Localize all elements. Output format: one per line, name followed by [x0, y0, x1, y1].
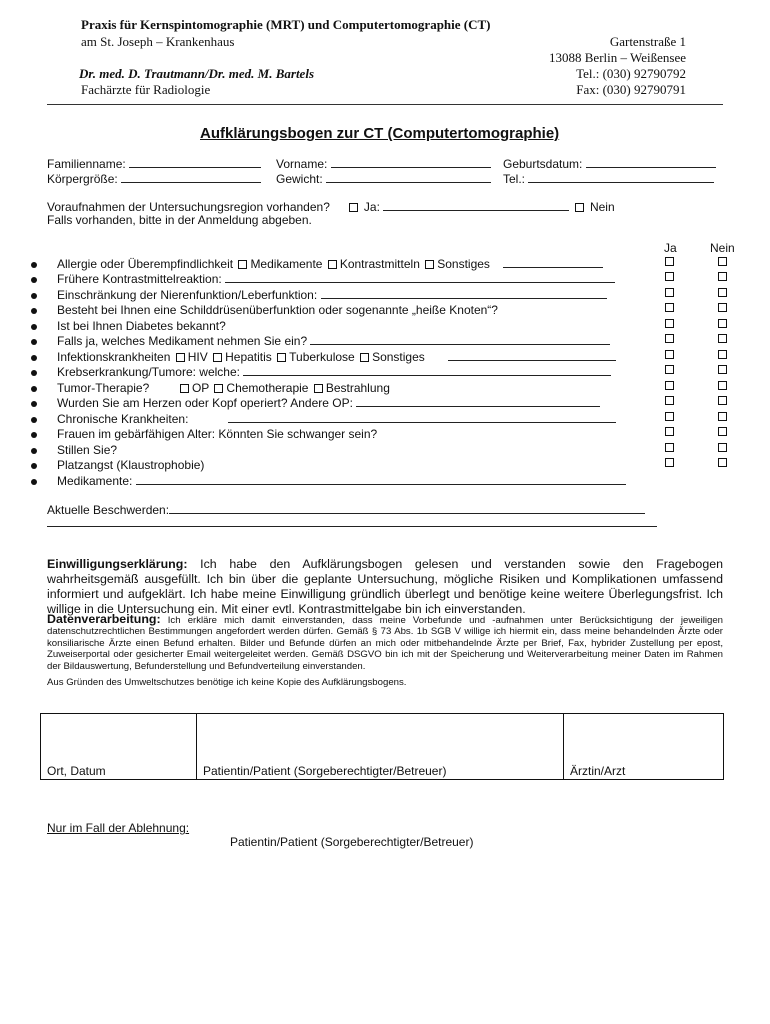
yes-checkbox[interactable]: [665, 458, 674, 467]
question-claustrophobia: Platzangst (Klaustrophobie): [57, 458, 205, 472]
question-breastfeeding: Stillen Sie?: [57, 443, 118, 457]
no-checkbox[interactable]: [718, 257, 727, 266]
environment-note: Aus Gründen des Umweltschutzes benötige ich keine Kopie des Aufklärungsbogens.: [47, 677, 407, 688]
practice-doctors: Dr. med. D. Trautmann/Dr. med. M. Bartels: [79, 66, 314, 81]
phone-line[interactable]: [528, 172, 714, 183]
weight-field[interactable]: [276, 172, 491, 186]
consent-heading: Einwilligungserklärung:: [47, 557, 188, 571]
data-processing-paragraph: [47, 614, 723, 672]
question-contrast-reaction: Frühere Kontrastmittelreaktion:: [57, 272, 615, 287]
column-no-header: Nein: [710, 241, 735, 255]
prior-no-label: Nein: [589, 200, 615, 214]
column-yes-header: Ja: [664, 241, 677, 255]
question-chronic-diseases: Chronische Krankheiten:: [57, 412, 616, 427]
prior-images-row: [47, 200, 615, 214]
no-checkbox[interactable]: [718, 412, 727, 421]
no-checkbox[interactable]: [718, 288, 727, 297]
yes-checkbox[interactable]: [665, 443, 674, 452]
place-date-cell[interactable]: [41, 714, 197, 780]
place-date-label: Ort, Datum: [47, 764, 106, 778]
practice-phone: Tel.: (030) 92790792: [576, 66, 686, 81]
infection-other-line[interactable]: [448, 350, 616, 361]
bullet-icon: [31, 355, 37, 361]
bullet-icon: [31, 339, 37, 345]
surgery-line[interactable]: [356, 396, 600, 407]
complaints-label: Aktuelle Beschwerden:: [47, 503, 170, 517]
yes-checkbox[interactable]: [665, 257, 674, 266]
prior-images-question: Voraufnahmen der Untersuchungsregion vorhanden?: [47, 200, 330, 214]
question-kidney-liver: Einschränkung der Nierenfunktion/Leberfunktion:: [57, 288, 607, 303]
refusal-patient-label: Patientin/Patient (Sorgeberechtigter/Betreuer): [230, 835, 474, 849]
allergy-contrast-checkbox[interactable]: [328, 260, 337, 269]
last-name-line[interactable]: [129, 157, 261, 168]
practice-city: 13088 Berlin – Weißensee: [549, 50, 686, 65]
contrast-reaction-line[interactable]: [225, 272, 615, 283]
cancer-line[interactable]: [243, 365, 611, 376]
infection-other-checkbox[interactable]: [360, 353, 369, 362]
first-name-label: Vorname:: [276, 157, 328, 171]
practice-street: Gartenstraße 1: [609, 34, 686, 49]
yes-checkbox[interactable]: [665, 319, 674, 328]
question-tumor-therapy: Tumor-Therapie? OP Chemotherapie Bestrahlung: [57, 381, 390, 395]
last-name-field[interactable]: [47, 157, 261, 171]
patient-signature-cell[interactable]: [197, 714, 564, 780]
doctor-signature-label: Ärztin/Arzt: [570, 764, 626, 778]
practice-location: am St. Joseph – Krankenhaus: [81, 34, 235, 49]
practice-specialty: Fachärzte für Radiologie: [81, 82, 211, 97]
no-checkbox[interactable]: [718, 319, 727, 328]
complaints-line[interactable]: [169, 503, 645, 514]
bullet-icon: [31, 417, 37, 423]
question-surgery: Wurden Sie am Herzen oder Kopf operiert? Andere OP:: [57, 396, 600, 411]
data-processing-heading: Datenverarbeitung:: [47, 612, 161, 626]
complaints-field[interactable]: [47, 503, 645, 517]
medications-line[interactable]: [136, 474, 626, 485]
yes-checkbox[interactable]: [665, 396, 674, 405]
question-cancer: Krebserkrankung/Tumore: welche:: [57, 365, 611, 380]
yes-checkbox[interactable]: [665, 350, 674, 359]
question-diabetes-medication: Falls ja, welches Medikament nehmen Sie ein?: [57, 334, 610, 349]
no-checkbox[interactable]: [718, 396, 727, 405]
therapy-op-checkbox[interactable]: [180, 384, 189, 393]
no-checkbox[interactable]: [718, 443, 727, 452]
no-checkbox[interactable]: [718, 350, 727, 359]
complaints-line-2[interactable]: [47, 516, 657, 527]
no-checkbox[interactable]: [718, 458, 727, 467]
yes-checkbox[interactable]: [665, 412, 674, 421]
infection-hepatitis-checkbox[interactable]: [213, 353, 222, 362]
signature-table: [40, 713, 724, 780]
yes-checkbox[interactable]: [665, 272, 674, 281]
doctor-signature-cell[interactable]: [564, 714, 724, 780]
question-infections: Infektionskrankheiten HIV Hepatitis Tuberkulose Sonstiges: [57, 350, 616, 365]
question-medications: Medikamente:: [57, 474, 626, 489]
no-checkbox[interactable]: [718, 334, 727, 343]
bullet-icon: [31, 463, 37, 469]
diabetes-medication-line[interactable]: [310, 334, 610, 345]
bullet-icon: [31, 293, 37, 299]
bullet-icon: [31, 432, 37, 438]
first-name-field[interactable]: [276, 157, 491, 171]
patient-signature-label: Patientin/Patient (Sorgeberechtigter/Betreuer): [203, 764, 447, 778]
bullet-icon: [31, 277, 37, 283]
prior-images-note: Falls vorhanden, bitte in der Anmeldung abgeben.: [47, 213, 312, 227]
allergy-other-checkbox[interactable]: [425, 260, 434, 269]
phone-label: Tel.:: [503, 172, 526, 186]
therapy-chemo-checkbox[interactable]: [214, 384, 223, 393]
yes-checkbox[interactable]: [665, 365, 674, 374]
header-divider: [47, 104, 723, 105]
no-checkbox[interactable]: [718, 365, 727, 374]
allergy-other-line[interactable]: [503, 257, 603, 268]
question-allergy: Allergie oder Überempfindlichkeit Medikamente Kontrastmitteln Sonstiges: [57, 257, 603, 272]
bullet-icon: [31, 401, 37, 407]
allergy-medication-checkbox[interactable]: [238, 260, 247, 269]
consent-paragraph: [47, 557, 723, 617]
prior-yes-line[interactable]: [383, 200, 569, 211]
last-name-label: Familienname:: [47, 157, 126, 171]
bullet-icon: [31, 479, 37, 485]
birth-date-line[interactable]: [586, 157, 716, 168]
bullet-icon: [31, 262, 37, 268]
weight-line[interactable]: [326, 172, 491, 183]
yes-checkbox[interactable]: [665, 381, 674, 390]
prior-no-checkbox[interactable]: [575, 203, 584, 212]
no-checkbox[interactable]: [718, 272, 727, 281]
practice-fax: Fax: (030) 92790791: [576, 82, 686, 97]
birth-date-field[interactable]: [503, 157, 716, 171]
bullet-icon: [31, 308, 37, 314]
kidney-liver-line[interactable]: [321, 288, 607, 299]
prior-yes-checkbox[interactable]: [349, 203, 358, 212]
data-processing-text: Ich erkläre mich damit einverstanden, dass meine Vorbefunde und -aufnahmen unter Berücksichtigung der jeweiligen datenschutzrechtlichen Bestimmungen angefordert werden dürfen. Gemäß § 73 Abs. 1b SGB V willige ich hiermit ein, dass meine behandelnden Ärzte oder konsiliarische Ärzte einen Befund erhalten. Bilder und Befunde dürfen an mich oder mitbehandelnde Ärzte per Brief, Fax, hybrider Zustellung per epost, Zuweiserportal oder gesicherter Email weitergeleitet werden. Gemäß DSGVO bin ich mit der Speicherung und Weiterverarbeitung meiner Daten im Rahmen der Bildauswertung, Befunderstellung und Befundverteilung einverstanden.: [47, 615, 723, 672]
height-line[interactable]: [121, 172, 261, 183]
infection-tuberculosis-checkbox[interactable]: [277, 353, 286, 362]
therapy-radiation-checkbox[interactable]: [314, 384, 323, 393]
question-diabetes: Ist bei Ihnen Diabetes bekannt?: [57, 319, 226, 333]
question-thyroid: Besteht bei Ihnen eine Schilddrüsenüberfunktion oder sogenannte „heiße Knoten“?: [57, 303, 498, 317]
yes-checkbox[interactable]: [665, 303, 674, 312]
chronic-diseases-line[interactable]: [228, 412, 616, 423]
weight-label: Gewicht:: [276, 172, 323, 186]
prior-yes-label: Ja:: [363, 200, 380, 214]
birth-date-label: Geburtsdatum:: [503, 157, 583, 171]
bullet-icon: [31, 448, 37, 454]
no-checkbox[interactable]: [718, 381, 727, 390]
yes-checkbox[interactable]: [665, 334, 674, 343]
height-label: Körpergröße:: [47, 172, 118, 186]
no-checkbox[interactable]: [718, 427, 727, 436]
yes-checkbox[interactable]: [665, 288, 674, 297]
bullet-icon: [31, 386, 37, 392]
question-pregnancy: Frauen im gebärfähigen Alter: Könnten Sie schwanger sein?: [57, 427, 378, 441]
phone-field[interactable]: [503, 172, 714, 186]
consent-text: Ich habe den Aufklärungsbogen gelesen und verstanden sowie den Fragebogen wahrheitsgemäß ausgefüllt. Ich bin über die geplante Untersuchung, mögliche Risiken und Komplikationen umfassend informiert und aufgeklärt. Ich habe meine Einwilligung gründlich überlegt und benötige keine weitere Überlegungsfrist. Ich willige in die Untersuchung ein. Mit einer evtl. Kontrastmittelgabe bin ich einverstanden.: [47, 557, 723, 616]
yes-checkbox[interactable]: [665, 427, 674, 436]
bullet-icon: [31, 370, 37, 376]
practice-title: Praxis für Kernspintomographie (MRT) und Computertomographie (CT): [81, 17, 491, 32]
refusal-heading: Nur im Fall der Ablehnung:: [47, 821, 190, 835]
infection-hiv-checkbox[interactable]: [176, 353, 185, 362]
height-field[interactable]: [47, 172, 261, 186]
page-title: Aufklärungsbogen zur CT (Computertomographie): [200, 125, 560, 142]
bullet-icon: [31, 324, 37, 330]
first-name-line[interactable]: [331, 157, 491, 168]
no-checkbox[interactable]: [718, 303, 727, 312]
